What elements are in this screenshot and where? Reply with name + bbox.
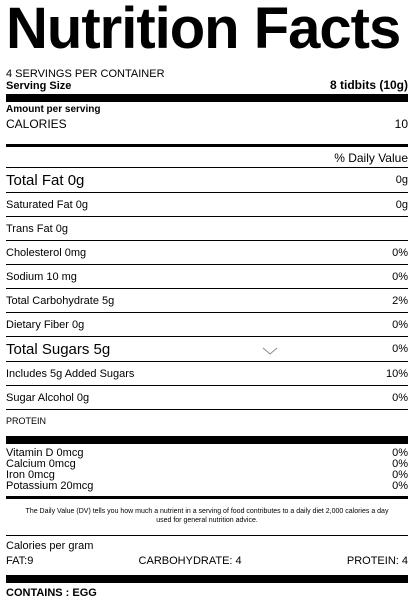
nutrient-value: 0% <box>392 319 408 331</box>
nutrient-row <box>6 385 408 409</box>
vitamin-label: Vitamin D 0mcg <box>6 447 84 459</box>
vitamin-list <box>6 444 408 496</box>
vitamin-value: 0% <box>392 458 408 470</box>
nutrient-row <box>6 240 408 264</box>
divider-thick <box>6 436 408 444</box>
nutrient-label: Sugar Alcohol 0g <box>6 392 90 404</box>
vitamin-row <box>6 459 408 470</box>
servings-block <box>6 68 408 94</box>
amount-per-serving: Amount per serving <box>6 104 101 115</box>
calories-per-gram-label: Calories per gram <box>6 540 94 552</box>
nutrient-label: Total Carbohydrate 5g <box>6 295 115 307</box>
carbohydrate-per-gram: CARBOHYDRATE: 4 <box>138 555 242 567</box>
daily-value-header: % Daily Value <box>334 151 408 165</box>
nutrient-row <box>6 192 408 216</box>
nutrient-label: Saturated Fat 0g <box>6 199 88 211</box>
nutrient-value: 10% <box>385 368 408 380</box>
vitamin-value: 0% <box>392 480 408 492</box>
vitamin-row <box>6 481 408 492</box>
calories-value: 10 <box>394 117 408 131</box>
vitamin-value: 0% <box>392 469 408 481</box>
nutrient-value: 0% <box>392 271 408 283</box>
vitamin-value: 0% <box>392 447 408 459</box>
nutrient-label: Cholesterol 0mg <box>6 247 87 259</box>
nutrient-value: 0g <box>395 174 408 186</box>
servings-per-container: 4 SERVINGS PER CONTAINER <box>6 68 165 80</box>
nutrient-list <box>6 167 408 409</box>
nutrient-label: Total Fat 0g <box>6 172 85 189</box>
nutrient-value: 0% <box>392 343 408 355</box>
vitamin-label: Potassium 20mcg <box>6 480 94 492</box>
vitamin-label: Iron 0mcg <box>6 469 55 481</box>
serving-size-label: Serving Size <box>6 80 72 92</box>
allergen-statement: CONTAINS : EGG <box>6 587 97 599</box>
nutrient-label: Dietary Fiber 0g <box>6 319 85 331</box>
nutrient-label: Total Sugars 5g <box>6 341 111 358</box>
vitamin-label: Calcium 0mcg <box>6 458 76 470</box>
calories-per-gram-row <box>6 553 408 575</box>
divider-thick <box>6 94 408 102</box>
nutrient-value: 2% <box>392 295 408 307</box>
calories-label: CALORIES <box>6 117 67 131</box>
nutrient-label: Sodium 10 mg <box>6 271 77 283</box>
serving-size-value: 8 tidbits (10g) <box>329 78 408 92</box>
nutrient-value: 0% <box>392 247 408 259</box>
protein-per-gram: PROTEIN: 4 <box>346 555 408 567</box>
footnote: The Daily Value (DV) tells you how much a nutrient in a serving of food contributes to a daily diet 2,000 calories a day used for general nutrition advice. <box>25 508 389 524</box>
divider-thick <box>6 575 408 583</box>
chevron-down-icon[interactable] <box>262 342 278 360</box>
fat-per-gram: FAT:9 <box>6 555 34 567</box>
label-title: Nutrition Facts <box>6 0 401 61</box>
nutrient-row <box>6 167 408 192</box>
nutrient-label: Includes 5g Added Sugars <box>6 368 135 380</box>
nutrient-row <box>6 264 408 288</box>
nutrient-row <box>6 336 408 361</box>
nutrient-row <box>6 216 408 240</box>
calories-row <box>6 116 408 144</box>
nutrient-label: Trans Fat 0g <box>6 223 68 235</box>
protein-row: PROTEIN <box>6 409 408 436</box>
nutrient-row <box>6 288 408 312</box>
nutrient-row <box>6 312 408 336</box>
nutrient-row <box>6 361 408 385</box>
nutrient-value: 0% <box>392 392 408 404</box>
nutrient-value: 0g <box>395 199 408 211</box>
